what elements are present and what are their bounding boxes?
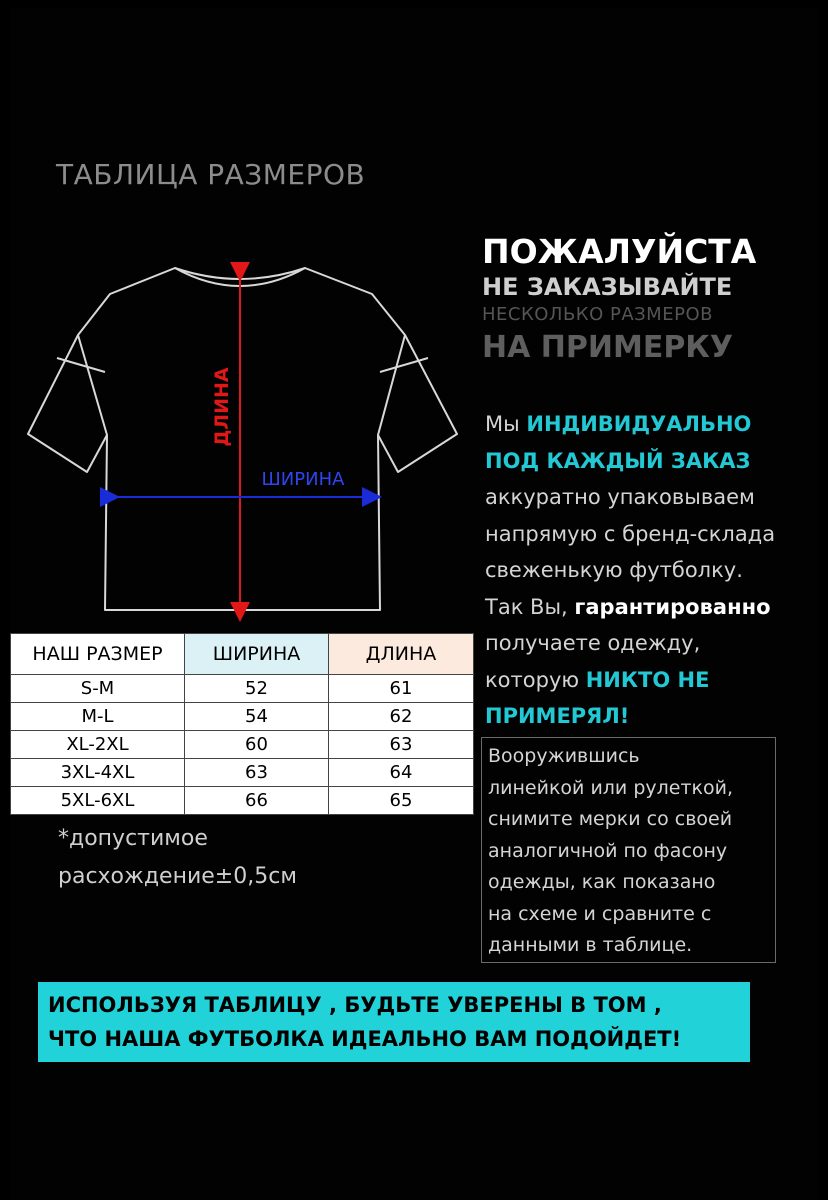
table-header-row — [11, 634, 474, 675]
desc-line-4: напрямую с бренд-склада — [485, 521, 776, 546]
assurance-banner — [38, 982, 750, 1062]
desc-highlight-9: ПРИМЕРЯЛ! — [485, 704, 630, 728]
width-label: ШИРИНА — [261, 469, 345, 490]
desc-text-6: Так Вы, — [485, 594, 575, 619]
instruction-line: снимите мерки со своей — [488, 808, 733, 830]
cell-length: 65 — [329, 787, 474, 815]
cell-length: 61 — [329, 675, 474, 703]
table-row — [11, 787, 474, 815]
notice-line-4: НА ПРИМЕРКУ — [482, 330, 733, 365]
tshirt-diagram — [20, 260, 480, 630]
cell-width: 63 — [185, 759, 329, 787]
header-width: ШИРИНА — [185, 634, 329, 675]
desc-line-5: свеженькую футболку. — [485, 558, 743, 582]
length-label: ДЛИНА — [211, 367, 233, 447]
desc-line-3: аккуратно упаковываем — [485, 485, 755, 509]
desc-bold-6: гарантированно — [574, 594, 771, 619]
header-length: ДЛИНА — [329, 634, 474, 675]
table-row — [11, 703, 474, 731]
instruction-line: Вооружившись — [488, 745, 640, 767]
notice-line-2: НЕ ЗАКАЗЫВАЙТЕ — [482, 273, 733, 301]
table-row — [11, 675, 474, 703]
cell-length: 62 — [329, 703, 474, 731]
instruction-line: одежды, как показано — [488, 871, 716, 893]
desc-highlight-2: ПОД КАЖДЫЙ ЗАКАЗ — [485, 448, 751, 473]
order-notice — [482, 232, 756, 368]
cell-length: 64 — [329, 759, 474, 787]
banner-line-2: ЧТО НАША ФУТБОЛКА ИДЕАЛЬНО ВАМ ПОДОЙДЕТ! — [48, 1027, 682, 1051]
table-row — [11, 759, 474, 787]
tshirt-outline — [28, 268, 457, 610]
cell-width: 52 — [185, 675, 329, 703]
tolerance-line-1: *допустимое — [58, 826, 208, 851]
cell-size: 5XL-6XL — [11, 787, 185, 815]
cell-size: M-L — [11, 703, 185, 731]
tolerance-note — [58, 820, 297, 896]
notice-line-1: ПОЖАЛУЙСТА — [482, 232, 757, 271]
desc-highlight-1: ИНДИВИДУАЛЬНО — [526, 412, 752, 436]
cell-size: S-M — [11, 675, 185, 703]
cell-width: 60 — [185, 731, 329, 759]
desc-text-8: которую — [485, 667, 586, 692]
desc-text-1: Мы — [485, 412, 527, 436]
cell-width: 66 — [185, 787, 329, 815]
description — [485, 406, 775, 735]
banner-line-1: ИСПОЛЬЗУЯ ТАБЛИЦУ , БУДЬТЕ УВЕРЕНЫ В ТОМ , — [48, 993, 662, 1017]
instruction-line: линейкой или рулеткой, — [488, 776, 734, 799]
header-size: НАШ РАЗМЕР — [11, 634, 185, 675]
instruction-line: на схеме и сравните с — [488, 902, 712, 925]
cell-size: 3XL-4XL — [11, 759, 185, 787]
desc-highlight-8: НИКТО НЕ — [585, 667, 710, 692]
table-row — [11, 731, 474, 759]
instruction-line: аналогичной по фасону — [488, 839, 728, 862]
notice-line-3: НЕСКОЛЬКО РАЗМЕРОВ — [482, 304, 713, 325]
size-table — [10, 633, 474, 815]
measuring-instructions — [481, 737, 776, 963]
desc-line-7: получаете одежду, — [485, 631, 701, 655]
tolerance-line-2: расхождение±0,5см — [58, 864, 297, 889]
cell-length: 63 — [329, 731, 474, 759]
cell-width: 54 — [185, 703, 329, 731]
page-title: ТАБЛИЦА РАЗМЕРОВ — [56, 158, 366, 191]
instruction-line: данными в таблице. — [488, 934, 693, 956]
cell-size: XL-2XL — [11, 731, 185, 759]
